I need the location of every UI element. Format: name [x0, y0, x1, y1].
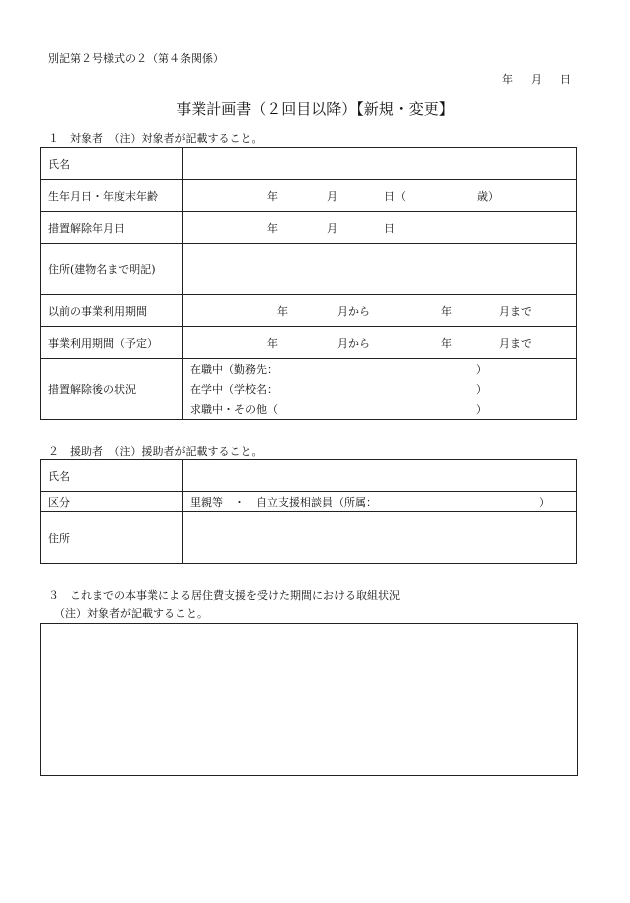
date-month: 月 [531, 73, 542, 86]
field-release[interactable] [183, 212, 577, 244]
section1-heading: １ 対象者 （注）対象者が記載すること。 [48, 132, 263, 145]
activity-status-box[interactable] [40, 623, 578, 776]
unit-day: 日（ [384, 189, 406, 203]
label-address: 住所(建物名まで明記) [41, 244, 183, 295]
date-year: 年 [502, 73, 513, 86]
unit-year: 年 [277, 304, 288, 318]
label-supporter-name: 氏名 [41, 460, 183, 492]
label-plan-period: 事業利用期間（予定） [41, 327, 183, 359]
unit-year: 年 [441, 336, 452, 350]
field-plan-period[interactable] [183, 327, 577, 359]
category-close: ） [539, 495, 550, 509]
date-line [502, 71, 571, 87]
status-student[interactable]: 在学中（学校名： ） [190, 383, 487, 396]
field-name[interactable] [183, 148, 577, 180]
unit-month: 月 [327, 189, 338, 203]
form-reference: 別記第２号様式の２（第４条関係） [48, 52, 224, 65]
unit-month-until: 月まで [499, 304, 532, 318]
unit-month: 月 [327, 221, 338, 235]
category-options: 里親等 ・ 自立支援相談員（所属： [190, 495, 377, 509]
field-supporter-name[interactable] [183, 460, 577, 492]
label-category: 区分 [41, 492, 183, 512]
unit-month-until: 月まで [499, 336, 532, 350]
section2-heading: ２ 援助者 （注）援助者が記載すること。 [48, 445, 263, 458]
label-name: 氏名 [41, 148, 183, 180]
date-day: 日 [560, 73, 571, 86]
document-title: 事業計画書（２回目以降）【新規・変更】 [176, 100, 454, 118]
unit-year: 年 [267, 189, 278, 203]
field-address[interactable] [183, 244, 577, 295]
unit-month-from: 月から [337, 336, 370, 350]
unit-year: 年 [267, 336, 278, 350]
label-prev-period: 以前の事業利用期間 [41, 295, 183, 327]
unit-year: 年 [441, 304, 452, 318]
field-category[interactable] [183, 492, 577, 512]
field-birth[interactable] [183, 180, 577, 212]
section3-heading: ３ これまでの本事業による居住費支援を受けた期間における取組状況 [48, 589, 400, 602]
field-status[interactable] [183, 359, 577, 420]
unit-age: 歳） [477, 189, 499, 203]
label-supporter-address: 住所 [41, 512, 183, 564]
status-seeking[interactable]: 求職中・その他（ ） [190, 403, 487, 416]
unit-day: 日 [384, 221, 395, 235]
supporter-table [40, 459, 577, 564]
field-supporter-address[interactable] [183, 512, 577, 564]
unit-month-from: 月から [337, 304, 370, 318]
label-release: 措置解除年月日 [41, 212, 183, 244]
label-status: 措置解除後の状況 [41, 359, 183, 420]
subject-table [40, 147, 577, 420]
field-prev-period[interactable] [183, 295, 577, 327]
section3-note: （注）対象者が記載すること。 [54, 607, 208, 620]
unit-year: 年 [267, 221, 278, 235]
label-birth: 生年月日・年度末年齢 [41, 180, 183, 212]
status-employed[interactable]: 在職中（勤務先： ） [190, 363, 487, 376]
